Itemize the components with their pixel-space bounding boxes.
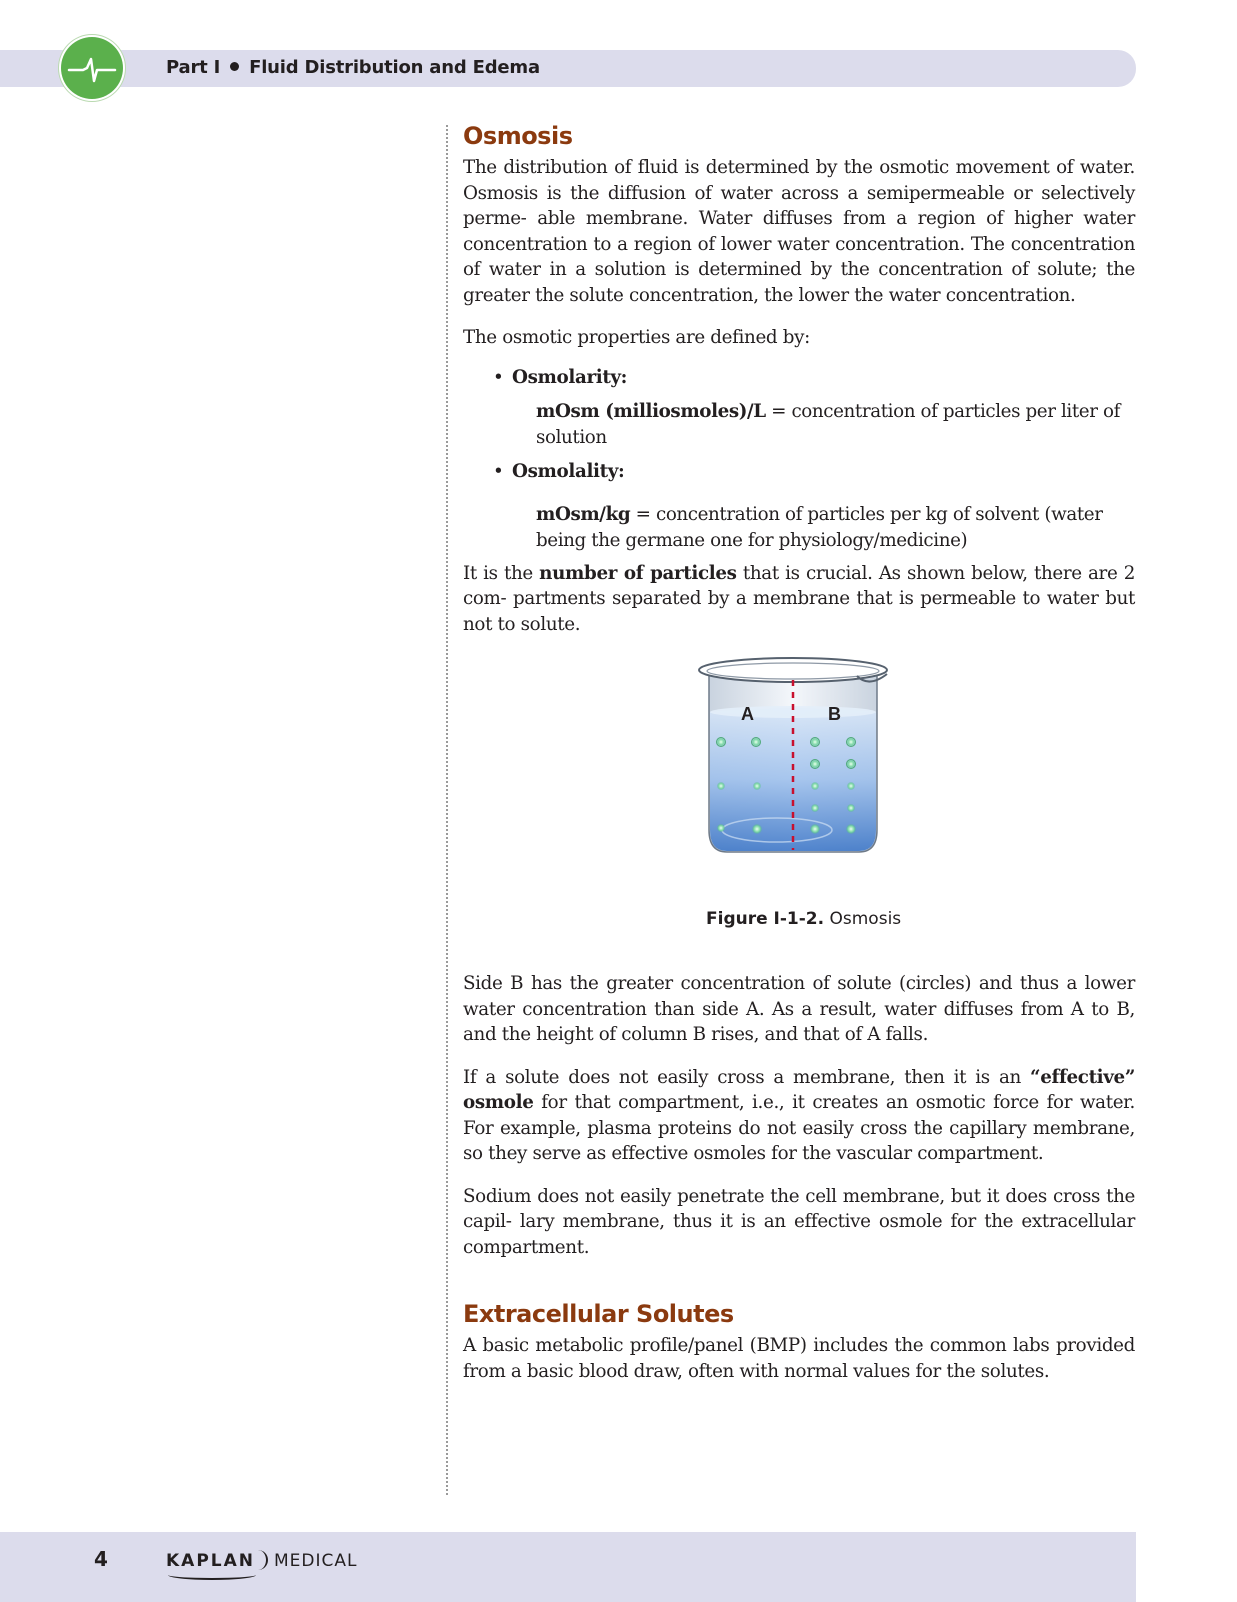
section-title-osmosis: Osmosis — [463, 122, 573, 150]
main-content — [463, 122, 1135, 654]
solute-particle — [810, 824, 820, 834]
solute-particle — [847, 804, 855, 812]
chapter-title: Fluid Distribution and Edema — [249, 57, 540, 78]
solute-particle — [717, 824, 725, 832]
bullet-osmolality: • Osmolality: — [463, 459, 1135, 485]
compartment-b-label: B — [828, 704, 841, 724]
emphasis: number of particles — [539, 562, 737, 584]
paragraph: The osmotic properties are defined by: — [463, 327, 810, 348]
solute-particle — [752, 738, 761, 747]
logo-swoosh-icon — [168, 1570, 256, 1580]
paragraph — [463, 561, 1135, 638]
solute-particle — [811, 804, 819, 812]
solute-particle — [753, 782, 761, 790]
solute-particle — [847, 738, 856, 747]
text-run: for that compartment, i.e., it creates an osmotic force for water. For example, plasma proteins do not easily cross the capillary membrane, so they serve as effective osmoles for the vascular compartment. — [463, 1092, 1135, 1164]
brand-name: KAPLAN — [166, 1551, 256, 1571]
figure-caption — [706, 909, 901, 929]
heartbeat-icon — [61, 37, 123, 99]
page-number: 4 — [94, 1547, 108, 1571]
solute-particle — [811, 738, 820, 747]
solute-particle — [847, 782, 855, 790]
term: mOsm (milliosmoles)/L — [536, 401, 766, 422]
definition-text: = concentration of particles per liter of solution — [536, 401, 1120, 448]
solute-particle — [847, 760, 856, 769]
paragraph: The distribution of fluid is determined by the osmotic movement of water. Osmosis is the diffusion of water across a semipermeable or selectively perme- able membrane. Water diffuses from a region of higher water concentration to a region of lower water concentration. The concentration of water in a solution is determined by the concentration of solute; the greater the solute concentration, the lower the water concentration. — [463, 157, 1135, 306]
text-run: If a solute does not easily cross a membrane, then it is an — [463, 1066, 1031, 1088]
solute-particle — [717, 782, 725, 790]
running-header — [166, 57, 540, 78]
text-run: It is the — [463, 562, 540, 584]
paragraph: Sodium does not easily penetrate the cell membrane, but it does cross the capil- lary membrane, thus it is an effective osmole for the extracellular compartment. — [463, 1185, 1135, 1258]
definition-text: = concentration of particles per kg of solvent (water being the germane one for physiology/medicine) — [536, 503, 1103, 551]
text-run: that is crucial. As shown below, there are 2 com- partments separated by a membrane that is permeable to water but not to solute. — [463, 562, 1135, 635]
bullet-separator-icon — [230, 62, 239, 71]
compartment-a-label: A — [741, 704, 754, 724]
paragraph — [463, 1065, 1135, 1167]
logo-arc-icon — [256, 1550, 268, 1570]
solute-particle — [811, 782, 819, 790]
bullet-osmolarity: • Osmolarity: — [463, 365, 1135, 391]
margin-divider — [446, 125, 448, 1495]
figure-title: Osmosis — [824, 909, 902, 929]
solute-particle — [752, 824, 762, 834]
publisher-logo — [166, 1550, 358, 1571]
figure-number: Figure I-1-2. — [706, 909, 825, 929]
section-title-extracellular: Extracellular Solutes — [463, 1300, 734, 1328]
definition-osmolality — [463, 502, 1135, 554]
solute-particle — [811, 760, 820, 769]
main-content-lower — [463, 971, 1135, 1401]
osmosis-beaker-figure — [697, 652, 905, 874]
paragraph: Side B has the greater concentration of solute (circles) and thus a lower water concentration than side A. As a result, water diffuses from A to B, and the height of column B rises, and that of A falls. — [463, 973, 1135, 1045]
brand-division: MEDICAL — [274, 1551, 358, 1571]
term: mOsm/kg — [536, 503, 631, 525]
part-label: Part I — [166, 57, 221, 78]
solute-particle — [846, 824, 856, 834]
paragraph: A basic metabolic profile/panel (BMP) includes the common labs provided from a basic blood draw, often with normal values for the solutes. — [463, 1335, 1135, 1382]
definition-osmolarity — [463, 399, 1135, 451]
solute-particle — [717, 738, 726, 747]
emphasis: “effective” osmole — [463, 1066, 1135, 1113]
